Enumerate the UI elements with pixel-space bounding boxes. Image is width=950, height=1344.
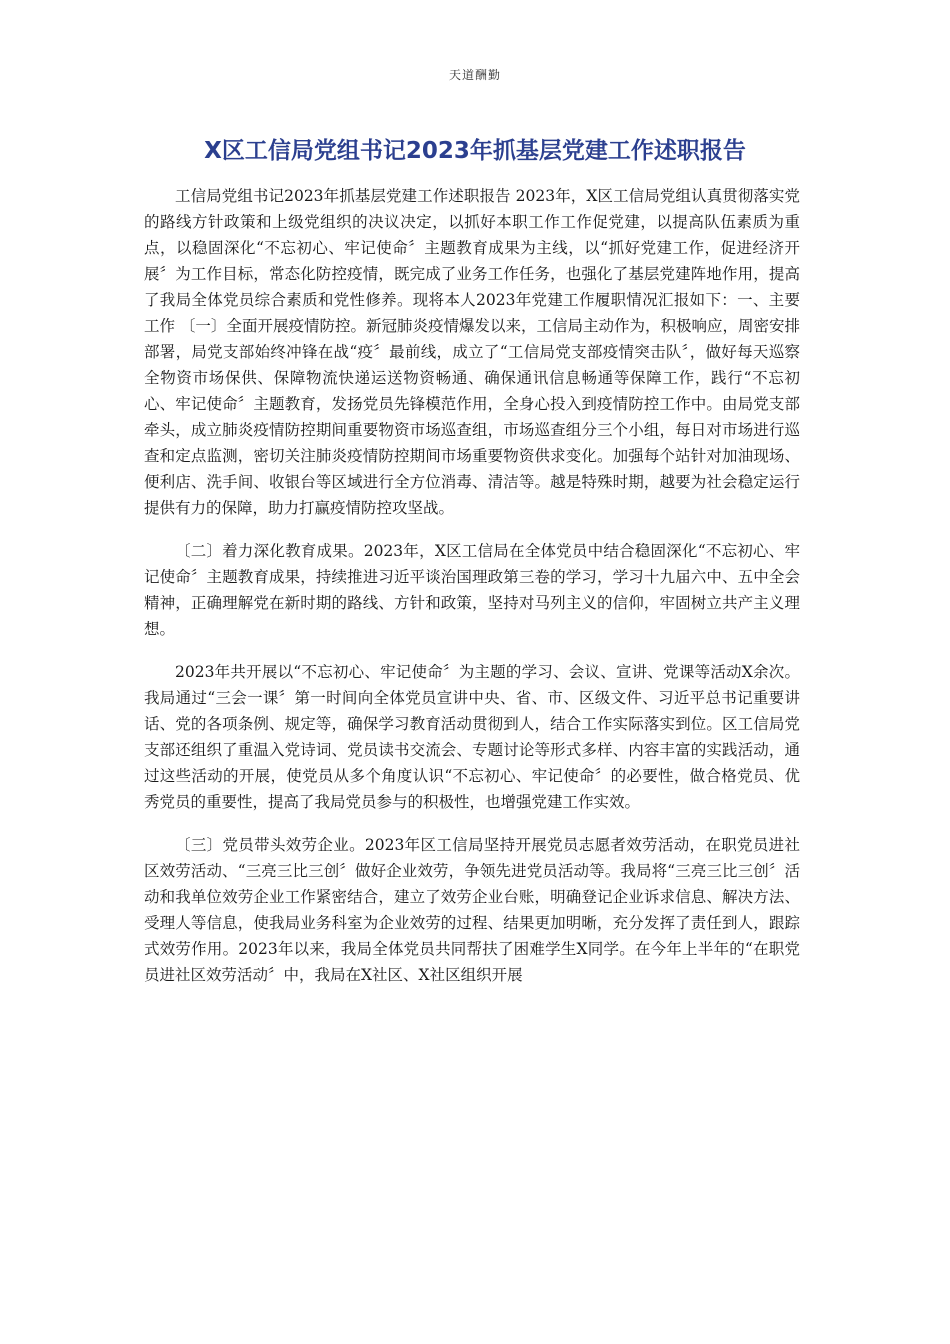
document-title: X区工信局党组书记2023年抓基层党建工作述职报告	[204, 138, 746, 164]
paragraph-2: 〔二〕着力深化教育成果。2023年，X区工信局在全体党员中结合稳固深化“不忘初心、牢记使命〞主题教育成果，持续推进习近平谈治国理政第三卷的学习，学习十九届六中、五中全会精神，正确理解党在新时期的路线、方针和政策，坚持对马列主义的信仰，牢固树立共产主义理想。	[144, 542, 800, 638]
paragraph-1: 工信局党组书记2023年抓基层党建工作述职报告 2023年，X区工信局党组认真贯彻落实党的路线方针政策和上级党组织的决议决定，以抓好本职工作工作促党建，以提高队伍素质为重点，以稳固深化“不忘初心、牢记使命〞主题教育成果为主线，以“抓好党建工作，促进经济开展〞为工作目标，常态化防控疫情，既完成了业务工作任务，也强化了基层党建阵地作用，提高了我局全体党员综合素质和党性修养。现将本人2023年党建工作履职情况汇报如下：一、主要工作 〔一〕全面开展疫情防控。新冠肺炎疫情爆发以来，工信局主动作为，积极响应，周密安排部署，局党支部始终冲锋在战“疫〞最前线，成立了“工信局党支部疫情突击队〞，做好每天巡察全物资市场保供、保障物流快递运送物资畅通、确保通讯信息畅通等保障工作，践行“不忘初心、牢记使命〞主题教育，发扬党员先锋模范作用，全身心投入到疫情防控工作中。由局党支部牵头，成立肺炎疫情防控期间重要物资市场巡查组，市场巡查组分三个小组，每日对市场进行巡查和定点监测，密切关注肺炎疫情防控期间市场重要物资供求变化。加强每个站针对加油现场、便利店、洗手间、收银台等区域进行全方位消毒、清洁等。越是特殊时期，越要为社会稳定运行提供有力的保障，助力打赢疫情防控攻坚战。	[144, 187, 800, 517]
page-header: 天道酬勤	[448, 68, 501, 82]
paragraph-4: 〔三〕党员带头效劳企业。2023年区工信局坚持开展党员志愿者效劳活动，在职党员进社区效劳活动、“三亮三比三创〞做好企业效劳，争领先进党员活动等。我局将“三亮三比三创〞活动和我单位效劳企业工作紧密结合，建立了效劳企业台账，明确登记企业诉求信息、解决方法、受理人等信息，使我局业务科室为企业效劳的过程、结果更加明晰，充分发挥了责任到人，跟踪式效劳作用。2023年以来，我局全体党员共同帮扶了困难学生X同学。在今年上半年的“在职党员进社区效劳活动〞中，我局在X社区、X社区组织开展	[144, 836, 800, 984]
document-body	[144, 183, 800, 1005]
paragraph-3: 2023年共开展以“不忘初心、牢记使命〞为主题的学习、会议、宣讲、党课等活动X余次。我局通过“三会一课〞第一时间向全体党员宣讲中央、省、市、区级文件、习近平总书记重要讲话、党的各项条例、规定等，确保学习教育活动贯彻到人，结合工作实际落实到位。区工信局党支部还组织了重温入党诗词、党员读书交流会、专题讨论等形式多样、内容丰富的实践活动，通过这些活动的开展，使党员从多个角度认识“不忘初心、牢记使命〞的必要性，做合格党员、优秀党员的重要性，提高了我局党员参与的积极性，也增强党建工作实效。	[144, 663, 800, 811]
